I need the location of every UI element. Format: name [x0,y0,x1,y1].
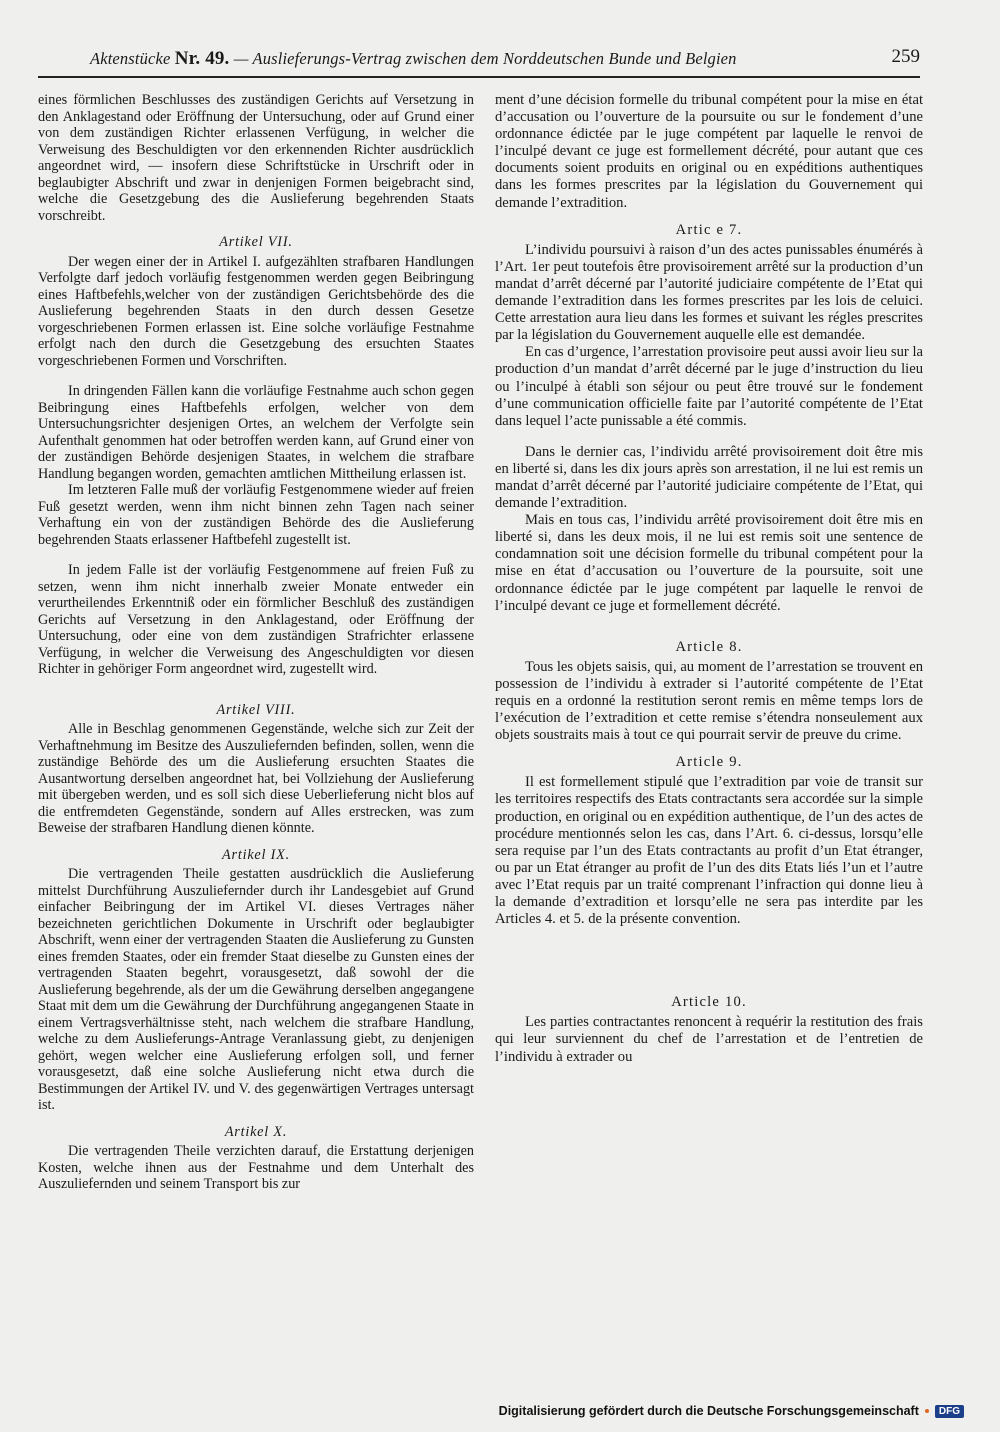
paragraph: Im letzteren Falle muß der vorläufig Festgenommene wieder auf freien Fuß gesetzt werden, wenn ihm nicht binnen zehn Tagen nach seiner Verhaftung ein von der zuständigen Behörde des die Auslieferung begehrenden Staats erlassener Haftbefehl zugestellt ist. [38,482,474,548]
paragraph: L’individu poursuivi à raison d’un des actes punissables énumérés à l’Art. 1er peut toutefois être provisoirement arrêté sur la production d’un mandat d’arrêt décerné par l’autorité judiciaire compétente de l’Etat qui demande l’extradition dans les formes prescrites par les lois de celuici. Cette arrestation aura lieu dans les formes et suivant les régles prescrites par la législation du Gouvernement auquelle elle est demandée. [495,241,923,344]
paragraph: eines förmlichen Beschlusses des zuständigen Gerichts auf Versetzung in den Anklagestand oder Eröffnung der Untersuchung, oder auf Grund einer von dem zuständigen Richter erlassenen Verfügung, in welcher die Verweisung des Beschuldigten vor den erkennenden Richter ausdrücklich angeordnet wird, — insofern diese Schriftstücke in Urschrift oder in beglaubigter Abschrift und zwar in denjenigen Formen beigebracht sind, welche die Gesetzgebung des die Auslieferung begehrenden Staats vorschreibt. [38,92,474,224]
paragraph: Il est formellement stipulé que l’extradition par voie de transit sur les territoires respectifs des Etats contractants sera accordée sur la simple production, en original ou en expédition authentique, de l’un des actes de procédure mentionnés selon les cas, dans l’Art. 6. ci-dessus, lorsqu’elle sera requise par l’un des Etats contractants au profit d’un Etat étranger, ou par un Etat étranger au profit de l’un des dits Etats liés l’un et l’autre avec l’Etat requis par un traité comprenant l’infraction qui donne lieu à la demande d’extradition et lorsqu’elle ne sera pas interdite par les Articles 4. et 5. de la présente convention. [495,774,923,928]
header-title: — Auslieferungs-Vertrag zwischen dem Norddeutschen Bunde und Belgien [233,49,737,68]
article-heading-8-fr: Article 8. [675,638,743,655]
paragraph: Die vertragenden Theile gestatten ausdrücklich die Auslieferung mittelst Durchführung Auszuliefernder durch ihr Landesgebiet auf Grund einfacher Beibringung der im Artikel VI. dieses Vertrages näher bezeichneten gerichtlichen Dokumente in Urschrift oder beglaubigter Abschrift, wenn einer der vertragenden Staaten die Auslieferung zu Gunsten eines fremden Staates, oder ein fremder Staat dieselbe zu Gunsten eines der vertragenden Staaten begehrt, vorausgesetzt, daß sowohl der die Auslieferung begehrende, als der um die Gewährung derselben angegangene Staat mit dem um die Gewährung der Durchführung angegangenen Staate in einem Vertragsverhältnisse steht, nach welchem die strafbare Handlung, welche zu dem Auslieferungs-Antrage Veranlassung giebt, zu denjenigen gehört, wegen welcher eine Auslieferung erfolgen soll, und ferner vorausgesetzt, daß eine solche Auslieferung nicht etwa durch die Bestimmungen der Artikel IV. und V. des gegenwärtigen Vertrages untersagt ist. [38,866,474,1113]
paragraph: En cas d’urgence, l’arrestation provisoire peut aussi avoir lieu sur la production d’un mandat d’arrêt décerné par le juge d’instruction du lieu ou l’inculpé à établi son séjour ou peut être trouvé sur le fondement d’une communication officielle faite par l’autorité compétente de l’Etat dans lequel l’acte punissable a été commis. [495,344,923,429]
paragraph: Alle in Beschlag genommenen Gegenstände, welche sich zur Zeit der Verhaftnehmung im Besitze des Auszuliefernden befinden, sollen, wenn die zuständige Behörde des um die Auslieferung ersuchten Staates die Ausantwortung derselben angeordnet hat, bei Vollziehung der Auslieferung mit übergeben werden, und es soll sich diese Ueberlieferung nicht blos auf die entfremdeten Gegenstände, sondern auf Alles erstrecken, was zum Beweise der strafbaren Handlung dienen könnte. [38,721,474,836]
footer-text: Digitalisierung gefördert durch die Deutsche Forschungsgemeinschaft [498,1404,919,1418]
dfg-logo: DFG [935,1405,964,1418]
paragraph: Les parties contractantes renoncent à requérir la restitution des frais qui leur surviennent du chef de l’arrestation et de l’entretien de l’individu à extrader ou [495,1014,923,1065]
article-heading-7-fr: Artic e 7. [675,221,743,238]
article-heading-10-fr: Article 10. [671,994,747,1011]
paragraph: Der wegen einer der in Artikel I. aufgezählten strafbaren Handlungen Verfolgte darf jedoch vorläufig festgenommen werden gegen Beibringung eines Haftbefehls,welcher von der zuständigen Gerichtsbehörde des die Auslieferung begehrenden Staats in den durch dessen Gesetze vorgeschriebenen Formen erlassen ist. Eine solche vorläufige Festnahme erfolgt nach den durch die Gesetzgebung des ersuchten Staates vorgeschriebenen Formen und Vorschriften. [38,253,474,369]
running-title [90,48,737,70]
paragraph: Die vertragenden Theile verzichten darauf, die Erstattung derjenigen Kosten, welche ihnen aus der Festnahme und dem Unterhalt des Auszuliefernden und seinem Transport bis zur [38,1143,474,1192]
french-column [495,92,923,1066]
article-heading-8-de: Artikel VIII. [216,701,296,718]
paragraph: Tous les objets saisis, qui, au moment de l’arrestation se trouvent en possession de l’individu à extrader si l’autorité compétente de l’Etat requis en a ordonné la restitution seront remis en même temps lors de l’exécution de l’extradition et cette remise s’étendra nonseulement aux objets soustraits mais à tout ce qui pourrait servir de preuve du crime. [495,658,923,744]
digitization-footer [499,1404,964,1418]
page-number: 259 [891,46,920,67]
paragraph: In jedem Falle ist der vorläufig Festgenommene auf freien Fuß zu setzen, wenn ihm nicht innerhalb zweier Monate entweder ein verurtheilendes Erkenntniß oder ein förmlicher Beschluß des zuständigen Gerichts auf Versetzung in den Anklagestand, oder Eröffnung der Untersuchung, oder eine von dem zuständigen Strafrichter erlassene Verfügung, in welcher die Verweisung des Angeschuldigten vor diesen Richter in gehöriger Form angeordnet wird, zugestellt wird. [38,562,474,677]
german-column [38,92,474,1193]
paragraph: ment d’une décision formelle du tribunal compétent pour la mise en état d’accusation ou l’ouverture de la poursuite ou sur le fondement d’une ordonnance édictée par le juge compétent par laquelle le renvoi de l’inculpé devant ce juge est formellement décrété, pour autant que ces documents soient produits en original ou en expéditions authentiques dans les formes prescrites par la législation du Gouvernement qui demande l’extradition. [495,92,923,211]
article-heading-9-de: Artikel IX. [222,846,290,863]
paragraph: Dans le dernier cas, l’individu arrêté provisoirement doit être mis en liberté si, dans les dix jours après son arrestation, il ne lui est remis un mandat d’arrêt décerné par l’autorité judiciaire compétente de l’Etat, qui demande l’extradition. [495,443,923,512]
article-heading-10-de: Artikel X. [224,1123,288,1140]
header-prefix: Aktenstücke [90,49,171,68]
paragraph: In dringenden Fällen kann die vorläufige Festnahme auch schon gegen Beibringung eines Haftbefehls erfolgen, welcher von dem Untersuchungsrichter desjenigen Ortes, an welchem der Verfolgte sein Aufenthalt genommen hat oder betroffen werden kann, auf Grund einer von der zuständigen Behörde desjenigen Staates, in welchem die strafbare Handlung begangen worden, gemachten amtlichen Mittheilung erlassen ist. [38,383,474,482]
paragraph: Mais en tous cas, l’individu arrêté provisoirement doit être mis en liberté si, dans les deux mois, il ne lui est remis soit une sentence de condamnation soit une décision formelle du tribunal compétent pour la mise en état d’accusation ou l’ouverture de la poursuite, soit une ordonnance édictée par le juge compétent par laquelle le renvoi de l’inculpé devant ce juge et formellement décrété. [495,512,923,614]
running-header [38,44,920,78]
document-number: Nr. 49. [174,48,230,69]
article-heading-7-de: Artikel VII. [219,234,293,250]
dot-icon [925,1409,929,1413]
article-heading-9-fr: Article 9. [675,754,743,771]
